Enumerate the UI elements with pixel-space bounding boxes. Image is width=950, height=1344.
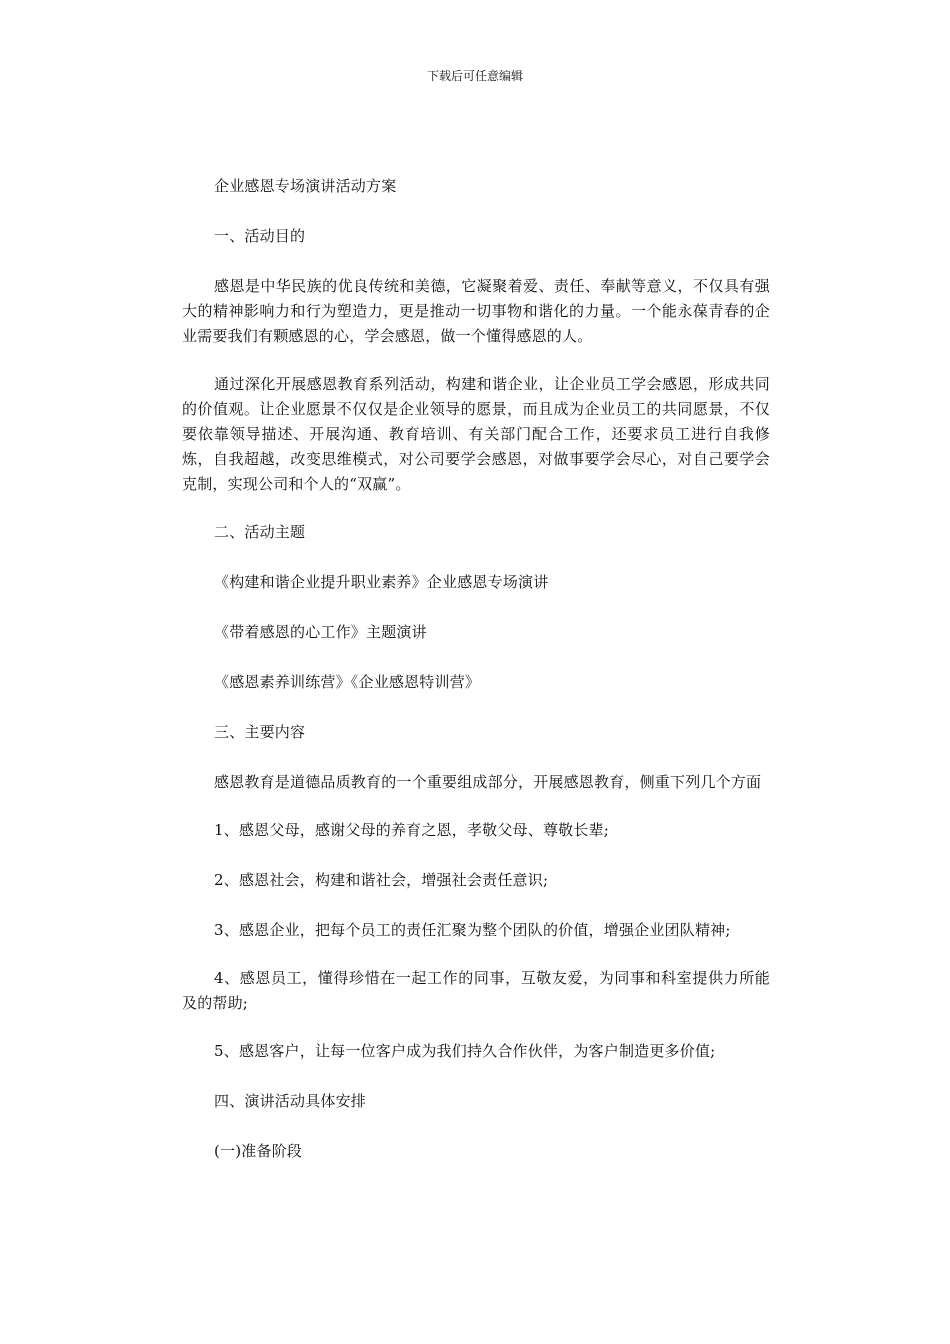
section-heading-content: 三、主要内容 [214,723,306,741]
content-item-2: 2、感恩社会，构建和谐社会，增强社会责任意识; [214,871,549,889]
theme-item-2: 《带着感恩的心工作》主题演讲 [214,623,427,641]
page-header-note: 下载后可任意编辑 [426,69,523,83]
theme-item-3: 《感恩素养训练营》《企业感恩特训营》 [214,673,481,691]
content-item-3: 3、感恩企业，把每个员工的责任汇聚为整个团队的价值，增强企业团队精神; [214,921,731,939]
document-body [182,174,770,1189]
subsection-heading-preparation: (一)准备阶段 [214,1142,303,1160]
theme-item-1: 《构建和谐企业提升职业素养》企业感恩专场演讲 [214,573,549,591]
content-item-4: 4、感恩员工，懂得珍惜在一起工作的同事，互敬友爱，为同事和科室提供力所能及的帮助; [182,969,770,1012]
paragraph-purpose-1: 感恩是中华民族的优良传统和美德，它凝聚着爱、责任、奉献等意义，不仅具有强大的精神影响力和行为塑造力，更是推动一切事物和谐化的力量。一个能永葆青春的企业需要我们有颗感恩的心，学会感恩，做一个懂得感恩的人。 [182,277,770,345]
paragraph-content-intro: 感恩教育是道德品质教育的一个重要组成部分，开展感恩教育，侧重下列几个方面 [214,773,762,791]
section-heading-purpose: 一、活动目的 [214,227,306,245]
content-item-1: 1、感恩父母，感谢父母的养育之恩，孝敬父母、尊敬长辈; [214,821,609,839]
document-title: 企业感恩专场演讲活动方案 [214,177,397,195]
section-heading-arrangement: 四、演讲活动具体安排 [214,1092,367,1110]
paragraph-purpose-2: 通过深化开展感恩教育系列活动，构建和谐企业，让企业员工学会感恩，形成共同的价值观。让企业愿景不仅仅是企业领导的愿景，而且成为企业员工的共同愿景，不仅要依靠领导描述、开展沟通、教育培训、有关部门配合工作，还要求员工进行自我修炼，自我超越，改变思维模式，对公司要学会感恩，对做事要学会尽心，对自己要学会克制，实现公司和个人的“双赢”。 [182,375,770,493]
section-heading-theme: 二、活动主题 [214,523,306,541]
content-item-5: 5、感恩客户，让每一位客户成为我们持久合作伙伴，为客户制造更多价值; [214,1042,716,1060]
